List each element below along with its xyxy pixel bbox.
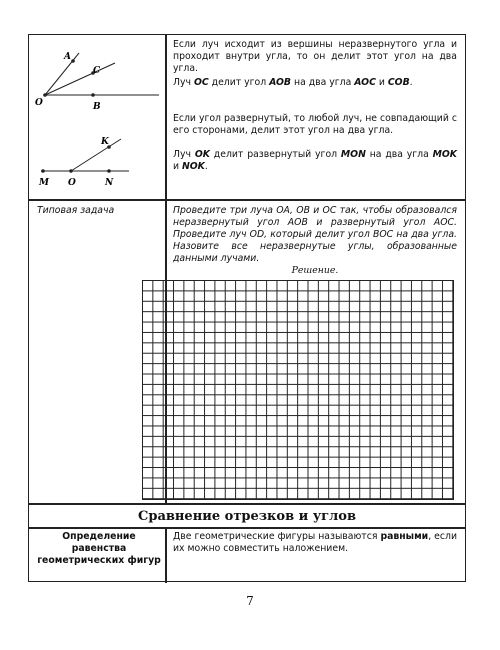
label-b: B xyxy=(93,102,101,112)
figure-angle-aob xyxy=(31,39,163,113)
rule1-ex-mid: делит угол xyxy=(208,77,270,88)
point-o2 xyxy=(69,169,73,173)
label-m: M xyxy=(39,178,49,188)
label-k: K xyxy=(101,137,109,147)
rule2-ex-angle1: MOK xyxy=(432,149,458,160)
rule1-ex-angle1: AOC xyxy=(354,77,376,88)
rule2-ex-ray: OK xyxy=(194,149,210,160)
task-label: Типовая задача xyxy=(37,205,115,216)
solution-grid[interactable] xyxy=(142,280,454,500)
definition-prefix: Две геометрические фигуры называются xyxy=(173,531,381,542)
point-a xyxy=(71,59,75,63)
point-n xyxy=(107,169,111,173)
rule2-ex-and: и xyxy=(173,161,182,172)
rule2-ex-end: . xyxy=(204,161,208,172)
rule1-ex-end: . xyxy=(409,77,413,88)
label-c: C xyxy=(93,66,101,76)
point-b xyxy=(91,93,95,97)
row-divider-2 xyxy=(29,503,465,505)
page-number: 7 xyxy=(246,594,254,608)
definition-label: Определение равенства геометрических фигур xyxy=(37,531,161,566)
row-divider-3 xyxy=(29,527,465,529)
point-o xyxy=(43,93,47,97)
solution-label: Решение. xyxy=(291,265,339,276)
rule2-ex-angle2: NOK xyxy=(182,161,205,172)
rule1-ex-prefix: Луч xyxy=(173,77,194,88)
rule1-ex-mid2: на два угла xyxy=(291,77,355,88)
figure-straight-angle-mon xyxy=(31,131,163,191)
column-divider-bottom xyxy=(165,527,167,583)
section-title: Сравнение отрезков и углов xyxy=(138,509,356,524)
rule1-ex-angle2: COB xyxy=(387,77,410,88)
point-m xyxy=(41,169,45,173)
definition-text xyxy=(173,531,457,555)
task-text: Проведите три луча OA, OB и OC так, чтобы образовался неразвернутый угол AOB и развернутый угол AOC. Проведите луч OD, который делит угол BOC на два угла. Назовите все неразвернутые углы, образованные данными лучами. xyxy=(173,205,457,264)
rule2-ex-angle: MON xyxy=(340,149,366,160)
definition-term: равными xyxy=(380,531,429,542)
label-o: O xyxy=(35,98,43,108)
rule1-text: Если луч исходит из вершины неразвернутого угла и проходит внутри угла, то он делит этот угол на два угла. xyxy=(173,39,457,74)
rule1-example xyxy=(173,77,457,89)
label-n: N xyxy=(105,178,114,188)
rule1-ex-and: и xyxy=(375,77,388,88)
rule2-ex-mid2: на два угла xyxy=(365,149,433,160)
label-o2: O xyxy=(68,178,76,188)
label-a: A xyxy=(64,52,71,62)
row-divider-1 xyxy=(29,199,465,201)
rule2-example xyxy=(173,149,457,173)
rule2-text: Если угол развернутый, то любой луч, не совпадающий с его сторонами, делит этот угол на два угла. xyxy=(173,113,457,136)
definition-suffix: , если их можно совместить наложением. xyxy=(173,531,457,554)
rule2-ex-prefix: Луч xyxy=(173,149,195,160)
rule1-ex-ray: OC xyxy=(193,77,209,88)
rule2-ex-mid: делит развернутый угол xyxy=(209,149,341,160)
rule1-ex-angle: AOB xyxy=(269,77,292,88)
